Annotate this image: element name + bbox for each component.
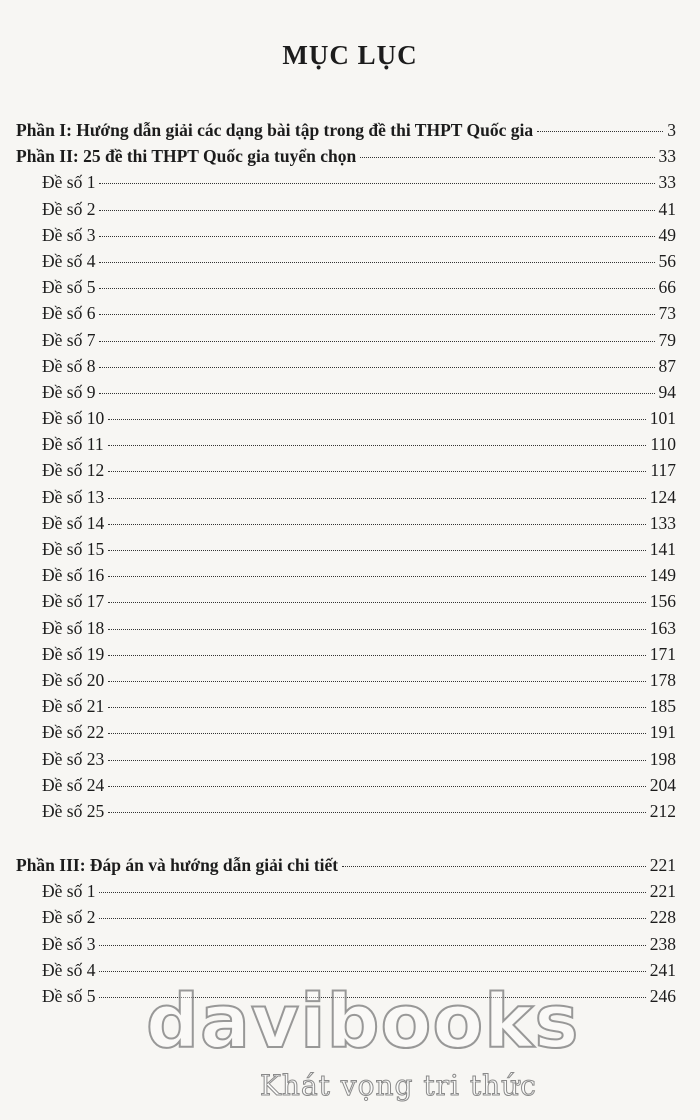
toc-entry-page: 141 — [649, 539, 676, 559]
dot-leader — [99, 971, 645, 972]
toc-entry-label: Đề số 15 — [42, 539, 105, 559]
toc-part-3 — [16, 855, 676, 881]
dot-leader — [108, 550, 646, 551]
toc-item — [16, 408, 676, 434]
watermark-brand: davibooks — [146, 979, 580, 1065]
dot-leader — [108, 629, 646, 630]
dot-leader — [108, 760, 646, 761]
dot-leader — [99, 183, 654, 184]
toc-item — [16, 644, 676, 670]
dot-leader — [342, 866, 646, 867]
toc-item — [16, 934, 676, 960]
toc-entry-page: 87 — [658, 355, 676, 376]
toc-entry-label: Đề số 17 — [42, 591, 105, 612]
toc-entry-page: 191 — [649, 722, 676, 743]
dot-leader — [99, 314, 654, 315]
dot-leader — [99, 262, 654, 263]
toc-item — [16, 382, 676, 408]
toc-entry-label: Đề số 7 — [42, 329, 96, 350]
toc-entry-page: 156 — [649, 591, 676, 612]
toc-entry-page: 33 — [658, 172, 676, 193]
toc-entry-page: 73 — [658, 303, 676, 324]
toc-item — [16, 670, 676, 696]
toc-entry-label: Đề số 23 — [42, 748, 105, 769]
dot-leader — [108, 419, 646, 420]
toc-entry-label: Đề số 18 — [42, 617, 105, 638]
toc-entry-label: Đề số 1 — [42, 881, 96, 902]
toc-item — [16, 460, 676, 486]
toc-entry-label: Đề số 9 — [42, 381, 96, 402]
toc-entry-page: 198 — [649, 748, 676, 769]
toc-item — [16, 539, 676, 565]
toc-entry-page: 171 — [649, 643, 676, 664]
toc-item — [16, 330, 676, 356]
toc-entry-label: Đề số 25 — [42, 800, 105, 821]
dot-leader — [108, 655, 646, 656]
toc-part-2 — [16, 146, 676, 172]
toc-item — [16, 251, 676, 277]
toc-entry-page: 79 — [658, 329, 676, 350]
toc-item — [16, 591, 676, 617]
toc-item — [16, 565, 676, 591]
toc-entry-page: 163 — [649, 617, 676, 638]
toc-entry-label: Đề số 16 — [42, 565, 105, 586]
toc-entry-label: Đề số 10 — [42, 408, 105, 429]
toc-entry-page: 228 — [649, 907, 676, 928]
section-gap — [16, 827, 676, 855]
toc-entry-page: 246 — [649, 986, 676, 1006]
dot-leader — [99, 393, 654, 394]
dot-leader — [108, 524, 646, 525]
toc-entry-label: Đề số 13 — [42, 486, 105, 507]
toc-entry-label: Đề số 4 — [42, 250, 96, 271]
toc-entry-page: 66 — [658, 277, 676, 298]
toc-item — [16, 172, 676, 198]
dot-leader — [99, 210, 654, 211]
toc-entry-page: 110 — [650, 434, 676, 455]
dot-leader — [108, 786, 646, 787]
toc-item — [16, 434, 676, 460]
toc-entry-label: Đề số 1 — [42, 172, 96, 193]
toc-entry-page: 33 — [658, 146, 676, 167]
toc-entry-page: 178 — [649, 669, 676, 690]
toc-entry-label: Đề số 22 — [42, 722, 105, 743]
toc-part-1 — [16, 120, 676, 146]
dot-leader — [99, 236, 654, 237]
toc-item — [16, 618, 676, 644]
dot-leader — [99, 288, 654, 289]
toc-entry-page: 117 — [650, 460, 676, 481]
toc-entry-page: 133 — [649, 512, 676, 533]
toc-entry-label: Phần III: Đáp án và hướng dẫn giải chi tiết — [16, 855, 339, 876]
toc-item — [16, 907, 676, 933]
dot-leader — [99, 367, 654, 368]
dot-leader — [108, 498, 646, 499]
toc-entry-page: 3 — [667, 120, 676, 140]
toc-entry-label: Đề số 14 — [42, 512, 105, 533]
toc-item — [16, 722, 676, 748]
dot-leader — [99, 341, 654, 342]
toc-item — [16, 801, 676, 827]
toc-entry-label: Đề số 6 — [42, 303, 96, 324]
toc-entry-page: 204 — [649, 774, 676, 795]
toc-entry-label: Đề số 2 — [42, 907, 96, 928]
toc-item — [16, 775, 676, 801]
table-of-contents — [16, 120, 676, 1012]
toc-entry-label: Đề số 8 — [42, 355, 96, 376]
dot-leader — [108, 445, 647, 446]
toc-item — [16, 881, 676, 907]
dot-leader — [99, 892, 645, 893]
toc-entry-label: Đề số 12 — [42, 460, 105, 481]
toc-item — [16, 303, 676, 329]
dot-leader — [108, 707, 646, 708]
toc-entry-label: Đề số 3 — [42, 224, 96, 245]
dot-leader — [108, 681, 646, 682]
toc-item — [16, 749, 676, 775]
toc-entry-page: 49 — [658, 224, 676, 245]
toc-entry-page: 241 — [649, 959, 676, 980]
toc-entry-page: 56 — [658, 250, 676, 271]
dot-leader — [360, 157, 654, 158]
toc-item — [16, 225, 676, 251]
dot-leader — [108, 812, 646, 813]
toc-entry-page: 221 — [649, 855, 676, 876]
dot-leader — [108, 733, 646, 734]
toc-entry-label: Đề số 2 — [42, 198, 96, 219]
dot-leader — [537, 131, 663, 132]
dot-leader — [99, 945, 645, 946]
toc-item — [16, 356, 676, 382]
toc-entry-page: 101 — [649, 408, 676, 429]
toc-item — [16, 513, 676, 539]
toc-item — [16, 277, 676, 303]
dot-leader — [108, 576, 646, 577]
toc-entry-label: Đề số 5 — [42, 277, 96, 298]
toc-entry-page: 212 — [649, 800, 676, 821]
toc-entry-page: 41 — [658, 198, 676, 219]
toc-entry-label: Phần I: Hướng dẫn giải các dạng bài tập trong đề thi THPT Quốc gia — [16, 120, 534, 140]
toc-entry-page: 221 — [649, 881, 676, 902]
toc-entry-label: Đề số 11 — [42, 434, 104, 455]
toc-entry-page: 185 — [649, 696, 676, 717]
dot-leader — [108, 602, 646, 603]
toc-entry-page: 149 — [649, 565, 676, 586]
toc-entry-label: Đề số 21 — [42, 696, 105, 717]
toc-entry-page: 94 — [658, 381, 676, 402]
toc-entry-page: 238 — [649, 933, 676, 954]
toc-entry-label: Đề số 3 — [42, 933, 96, 954]
toc-entry-label: Đề số 4 — [42, 959, 96, 980]
toc-item — [16, 199, 676, 225]
toc-entry-label: Đề số 24 — [42, 774, 105, 795]
toc-item — [16, 696, 676, 722]
toc-item — [16, 487, 676, 513]
watermark — [120, 979, 600, 1115]
dot-leader — [99, 918, 645, 919]
toc-entry-page: 124 — [649, 486, 676, 507]
page-title: MỤC LỤC — [282, 40, 418, 70]
watermark-tagline: Khát vọng tri thức — [260, 1069, 537, 1102]
toc-entry-label: Phần II: 25 đề thi THPT Quốc gia tuyển chọn — [16, 146, 357, 167]
toc-entry-label: Đề số 5 — [42, 986, 96, 1006]
dot-leader — [108, 471, 646, 472]
toc-entry-label: Đề số 19 — [42, 643, 105, 664]
toc-entry-label: Đề số 20 — [42, 669, 105, 690]
